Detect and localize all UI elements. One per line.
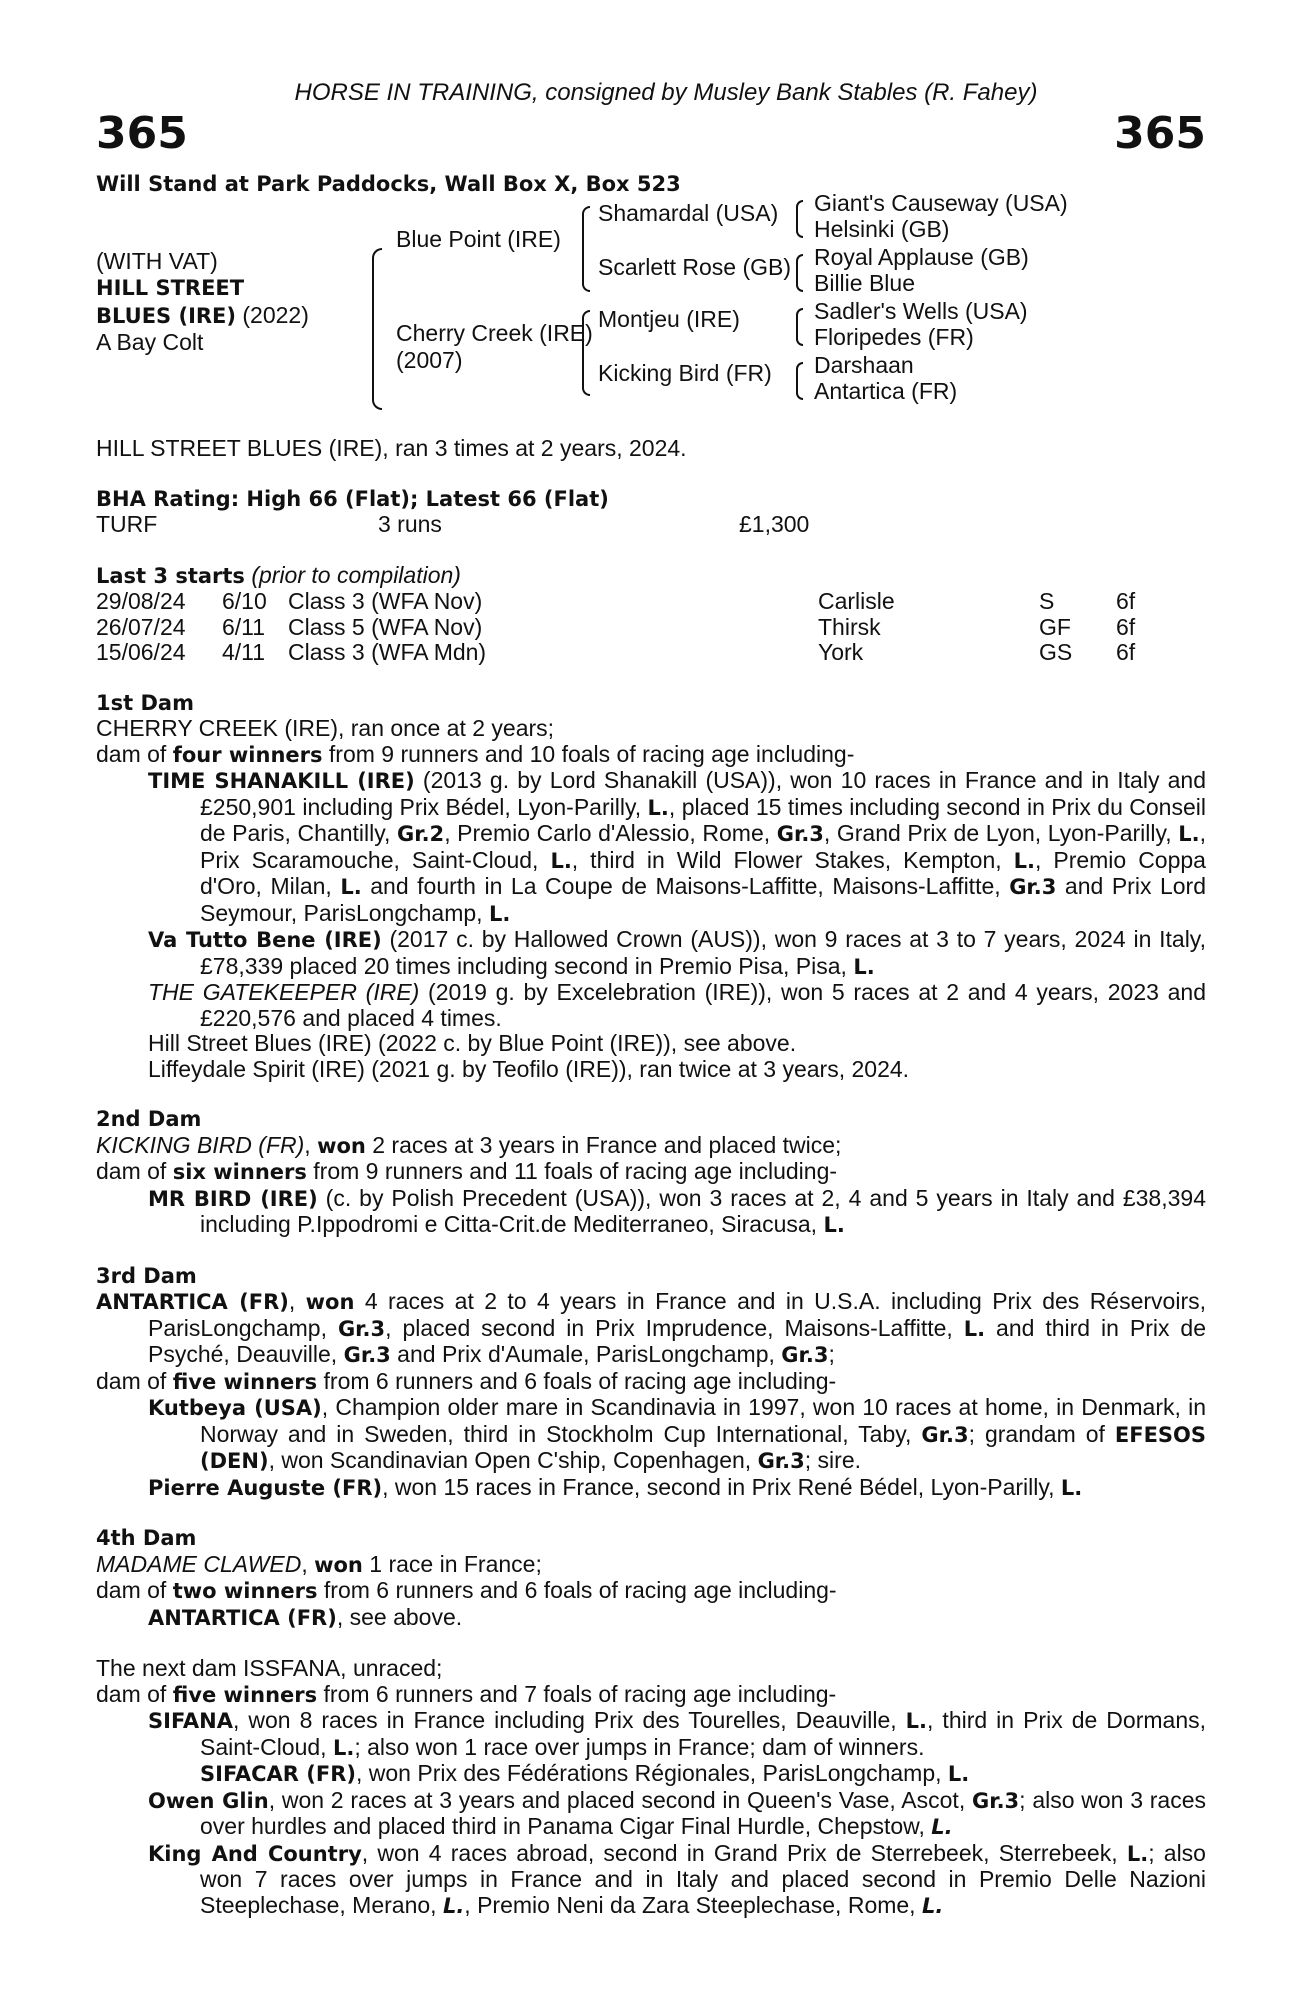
offspring-antartica: ANTARTICA (FR), see above.: [148, 1603, 463, 1630]
spacer: [96, 1082, 1206, 1107]
start-going: GF: [1039, 613, 1071, 640]
great-grandparent-2: Helsinki (GB): [814, 216, 950, 242]
second-dam-title: 2nd Dam: [96, 1107, 202, 1131]
last-starts-label: Last 3 starts: [96, 563, 245, 588]
second-dam-produce: dam of six winners from 9 runners and 11 foals of racing age including-: [96, 1158, 838, 1184]
next-dam-produce: dam of five winners from 6 runners and 7 foals of racing age including-: [96, 1680, 837, 1707]
offspring-kutbeya: Kutbeya (USA), Champion older mare in Scandinavia in 1997, won 10 races at home, in Denmark, in Norway and in Sweden, third in Stockholm Cup International, Taby, Gr.3; grandam of EFESOS (DEN), won Scandinavian Open C'ship, Copenhagen, Gr.3; sire.: [148, 1394, 1207, 1473]
offspring-mr-bird: MR BIRD (IRE) (c. by Polish Precedent (USA)), won 3 races at 2, 4 and 5 years in Italy and £38,394 including P.Ippodromi e Citta-Crit.de Mediterraneo, Siracusa, L.: [148, 1184, 1206, 1237]
spacer: [96, 462, 1206, 487]
bracket-gg6: [796, 326, 803, 346]
horse-name-line2: [96, 302, 309, 330]
dam-name: Cherry Creek (IRE): [396, 320, 593, 346]
horse-description: A Bay Colt: [96, 329, 204, 355]
last-starts-title: [96, 563, 1206, 590]
start-position: 6/11: [222, 613, 266, 640]
offspring-sifacar: SIFACAR (FR), won Prix des Fédérations Régionales, ParisLongchamp, L.: [200, 1760, 970, 1786]
start-row: [96, 640, 1206, 666]
bha-rating: BHA Rating: High 66 (Flat); Latest 66 (Flat): [96, 486, 609, 511]
bracket-sire: [372, 248, 382, 330]
bracket-gg2: [796, 218, 803, 238]
lot-number-left: 365: [96, 108, 188, 159]
offspring-king-and-country: King And Country, won 4 races abroad, second in Grand Prix de Sterrebeek, Sterrebeek, L.; also won 7 races over jumps in France and in Italy and placed second in Premio Delle Nazioni Steeplechase, Merano, L., Premio Neni da Zara Steeplechase, Rome, L.: [148, 1839, 1206, 1918]
vat-label: (WITH VAT): [96, 248, 218, 274]
stand-location: Will Stand at Park Paddocks, Wall Box X, Box 523: [96, 172, 681, 196]
offspring-owen-glin: Owen Glin, won 2 races at 3 years and placed second in Queen's Vase, Ascot, Gr.3; also won 3 races over hurdles and placed third in Panama Cigar Final Hurdle, Chepstow, L.: [148, 1786, 1206, 1839]
start-class: Class 3 (WFA Nov): [288, 588, 483, 614]
spacer: [96, 666, 1206, 691]
fourth-dam-line: MADAME CLAWED, won 1 race in France;: [96, 1550, 542, 1577]
horse-year: (2022): [236, 302, 309, 328]
start-course: York: [818, 639, 864, 665]
great-grandparent-6: Floripedes (FR): [814, 324, 974, 350]
bracket-g4: [582, 352, 590, 396]
third-dam-title: 3rd Dam: [96, 1263, 197, 1288]
offspring-hill-street-blues: Hill Street Blues (IRE) (2022 c. by Blue Point (IRE)), see above.: [148, 1030, 797, 1056]
start-date: 15/06/24: [96, 639, 186, 665]
start-position: 4/11: [222, 639, 266, 665]
great-grandparent-5: Sadler's Wells (USA): [814, 298, 1028, 324]
catalogue-page: [96, 78, 1206, 1919]
first-dam-produce: dam of four winners from 9 runners and 10 foals of racing age including-: [96, 740, 855, 767]
surface: TURF: [96, 511, 158, 537]
start-course: Carlisle: [818, 588, 895, 614]
offspring-va-tutto-bene: Va Tutto Bene (IRE) (2017 c. by Hallowed Crown (AUS)), won 9 races at 3 to 7 years, 2024 in Italy, £78,339 placed 20 times including second in Premio Pisa, Pisa, L.: [148, 926, 1206, 979]
fourth-dam-title: 4th Dam: [96, 1526, 197, 1550]
horse-name-line1: HILL STREET: [96, 276, 245, 300]
bracket-gg8: [796, 380, 803, 400]
bracket-gg4: [796, 272, 803, 292]
great-grandparent-1: Giant's Causeway (USA): [814, 190, 1068, 216]
great-grandparent-3: Royal Applause (GB): [814, 244, 1029, 270]
great-grandparent-8: Antartica (FR): [814, 378, 958, 404]
start-date: 29/08/24: [96, 588, 186, 614]
start-distance: 6f: [1116, 639, 1136, 665]
first-dam-title: 1st Dam: [96, 690, 194, 715]
granddam-paternal: Scarlett Rose (GB): [598, 254, 791, 280]
start-distance: 6f: [1116, 613, 1136, 640]
spacer: [96, 1631, 1206, 1656]
spacer: [96, 1239, 1206, 1264]
pedigree-table: [96, 190, 1206, 426]
bracket-g2: [582, 248, 590, 292]
lot-row: [96, 108, 1206, 160]
lot-number-right: 365: [1114, 108, 1206, 159]
offspring-sifana: SIFANA, won 8 races in France including Prix des Tourelles, Deauville, L., third in Prix de Dormans, Saint-Cloud, L.; also won 1 race over jumps in France; dam of winners.: [148, 1707, 1206, 1760]
offspring-pierre-auguste: Pierre Auguste (FR), won 15 races in France, second in Prix René Bédel, Lyon-Parilly, L.: [148, 1473, 1083, 1500]
bracket-gg5: [796, 308, 803, 328]
next-dam-line: The next dam ISSFANA, unraced;: [96, 1655, 443, 1681]
start-row: [96, 589, 1206, 615]
bracket-gg7: [796, 362, 803, 382]
turf-record: [96, 512, 1206, 538]
spacer: [96, 1501, 1206, 1526]
granddam-maternal: Kicking Bird (FR): [598, 360, 772, 386]
start-position: 6/10: [222, 588, 267, 614]
earnings: £1,300: [739, 511, 810, 537]
start-date: 26/07/24: [96, 613, 186, 640]
start-row: [96, 615, 1206, 641]
offspring-liffeydale-spirit: Liffeydale Spirit (IRE) (2021 g. by Teofilo (IRE)), ran twice at 3 years, 2024.: [148, 1055, 910, 1082]
start-class: Class 3 (WFA Mdn): [288, 639, 487, 665]
page-header: HORSE IN TRAINING, consigned by Musley Bank Stables (R. Fahey): [294, 79, 1038, 106]
bracket-gg1: [796, 200, 803, 220]
catalogue-body: [96, 436, 1206, 1919]
start-going: GS: [1039, 639, 1073, 665]
great-grandparent-4: Billie Blue: [814, 270, 915, 296]
great-grandparent-7: Darshaan: [814, 352, 914, 378]
start-going: S: [1039, 588, 1055, 614]
second-dam-line: KICKING BIRD (FR), won 2 races at 3 years in France and placed twice;: [96, 1131, 842, 1158]
third-dam-line: ANTARTICA (FR), won 4 races at 2 to 4 years in France and in U.S.A. including Prix des Réservoirs, ParisLongchamp, Gr.3, placed second in Prix Imprudence, Maisons-Laffitte, L. and third in Prix de Psyché, Deauville, Gr.3 and Prix d'Aumale, ParisLongchamp, Gr.3;: [96, 1288, 1207, 1367]
bracket-g1: [582, 206, 590, 250]
bracket-gg3: [796, 254, 803, 274]
last-starts-note: (prior to compilation): [244, 561, 461, 588]
first-dam-line: CHERRY CREEK (IRE), ran once at 2 years;: [96, 715, 555, 741]
offspring-the-gatekeeper: THE GATEKEEPER (IRE) (2019 g. by Excelebration (IRE)), won 5 races at 2 and 4 years, 2023 and £220,576 and placed 4 times.: [148, 979, 1206, 1031]
race-summary: HILL STREET BLUES (IRE), ran 3 times at 2 years, 2024.: [96, 435, 687, 461]
runs: 3 runs: [378, 511, 442, 537]
last-starts-table: [96, 589, 1206, 666]
bracket-g3: [582, 310, 590, 354]
dam-year: (2007): [396, 347, 463, 373]
third-dam-produce: dam of five winners from 6 runners and 6 foals of racing age including-: [96, 1367, 837, 1394]
offspring-time-shanakill: TIME SHANAKILL (IRE) (2013 g. by Lord Shanakill (USA)), won 10 races in France and in Italy and £250,901 including Prix Bédel, Lyon-Parilly, L., placed 15 times including second in Prix du Conseil de Paris, Chantilly, Gr.2, Premio Carlo d'Alessio, Rome, Gr.3, Grand Prix de Lyon, Lyon-Parilly, L., Prix Scaramouche, Saint-Cloud, L., third in Wild Flower Stakes, Kempton, L., Premio Coppa d'Oro, Milan, L. and fourth in La Coupe de Maisons-Laffitte, Maisons-Laffitte, Gr.3 and Prix Lord Seymour, ParisLongchamp, L.: [148, 767, 1207, 926]
sire-name: Blue Point (IRE): [396, 226, 561, 252]
start-distance: 6f: [1116, 588, 1136, 614]
grandsire-maternal: Montjeu (IRE): [598, 306, 740, 332]
start-course: Thirsk: [818, 613, 881, 640]
grandsire-paternal: Shamardal (USA): [598, 200, 779, 226]
fourth-dam-produce: dam of two winners from 6 runners and 6 foals of racing age including-: [96, 1577, 837, 1603]
bracket-dam: [372, 328, 382, 410]
start-class: Class 5 (WFA Nov): [288, 613, 483, 640]
horse-name-part: BLUES (IRE): [96, 304, 236, 328]
spacer: [96, 538, 1206, 563]
